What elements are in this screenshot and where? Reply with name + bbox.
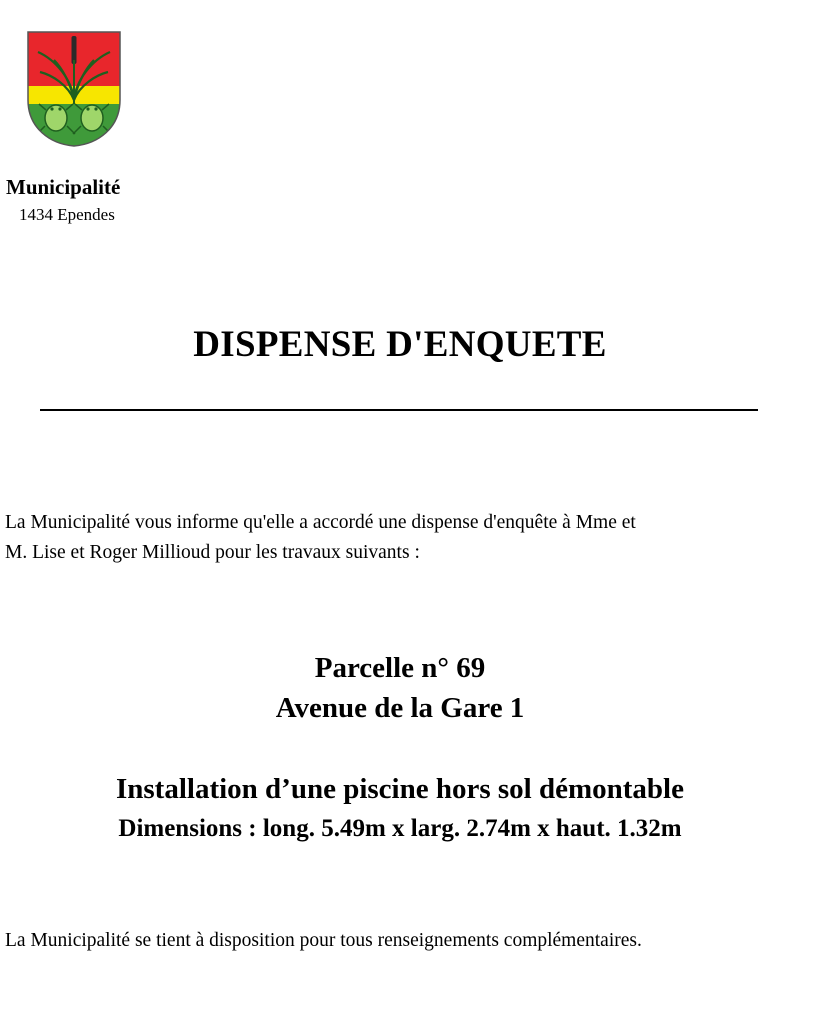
street-address: Avenue de la Gare 1	[275, 692, 525, 724]
intro-line: M. Lise et Roger Millioud pour les travaux suivants :	[5, 542, 420, 563]
parcel-block	[0, 648, 800, 728]
coat-of-arms-icon	[26, 30, 122, 148]
municipality-name: Municipalité	[6, 175, 121, 199]
intro-line: La Municipalité vous informe qu'elle a accordé une dispense d'enquête à Mme et	[5, 512, 636, 533]
intro-paragraph	[5, 508, 810, 568]
closing-paragraph: La Municipalité se tient à disposition pour tous renseignements complémentaires.	[5, 930, 642, 951]
document-title: DISPENSE D'ENQUETE	[193, 324, 607, 365]
municipality-address: 1434 Ependes	[19, 205, 115, 224]
parcel-number: Parcelle n° 69	[314, 652, 486, 684]
title-underline	[40, 409, 758, 411]
work-description: Installation d’une piscine hors sol démontable	[115, 773, 684, 805]
work-dimensions: Dimensions : long. 5.49m x larg. 2.74m x haut. 1.32m	[118, 815, 682, 842]
